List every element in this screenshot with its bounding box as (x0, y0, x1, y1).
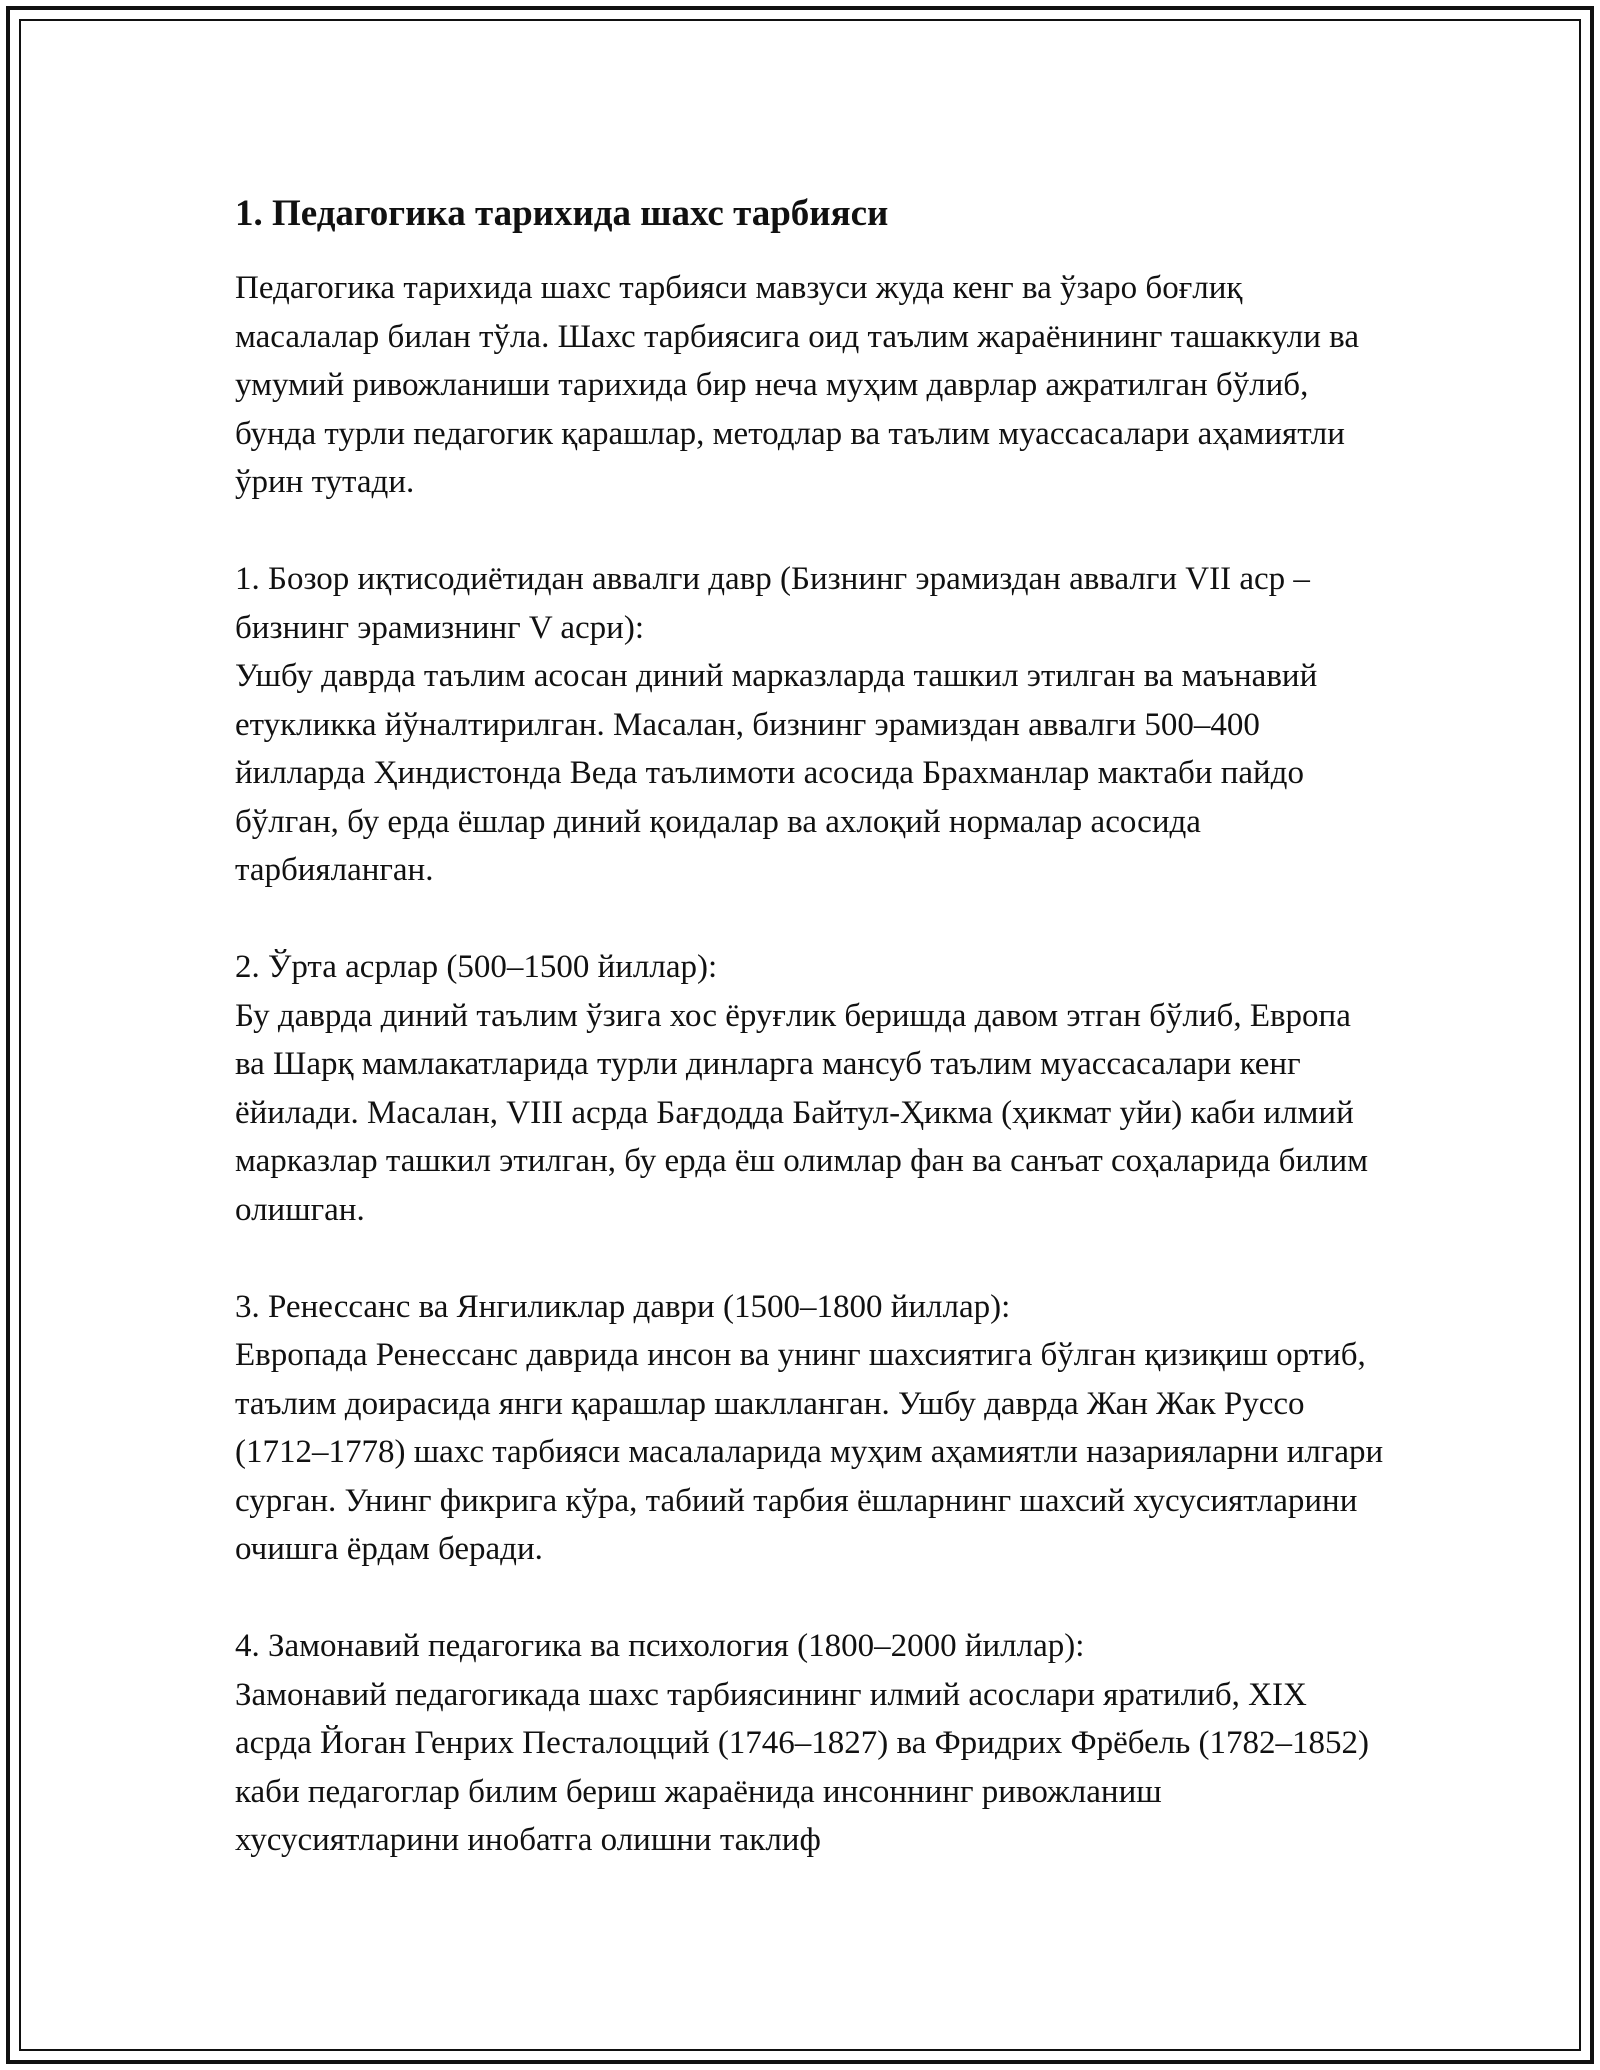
section-body: Европада Ренессанс даврида инсон ва унинг шахсиятига бўлган қизиқиш ортиб, таълим доирасида янги қарашлар шаклланган. Ушбу даврда Жан Жак Руссо (1712–1778) шахс тарбияси масалаларида муҳим аҳамиятли назарияларни илгари сурган. Унинг фикрига кўра, табиий тарбия ёшларнинг шахсий хусусиятларини очишга ёрдам беради. (235, 1337, 1384, 1567)
intro-paragraph: Педагогика тарихида шахс тарбияси мавзуси жуда кенг ва ўзаро боғлиқ масалалар билан тўла. Шахс тарбиясига оид таълим жараёнининг ташаккули ва умумий ривожланиши тарихида бир неча муҳим даврлар ажратилган бўлиб, бунда турли педагогик қарашлар, методлар ва таълим муассасалари аҳамиятли ўрин тутади. (235, 270, 1359, 500)
section-1 (235, 555, 1385, 895)
section-heading: 2. Ўрта асрлар (500–1500 йиллар): (235, 949, 718, 985)
section-body: Замонавий педагогикада шахс тарбиясининг илмий асослари яратилиб, XIX асрда Йоган Генрих Песталоцций (1746–1827) ва Фридрих Фрёбель (1782–1852) каби педагоглар билим бериш жараёнида инсоннинг ривожланиш хусусиятларини инобатга олишни таклиф (235, 1676, 1369, 1858)
section-2 (235, 943, 1385, 1234)
section-heading: 3. Ренессанс ва Янгиликлар даври (1500–1800 йиллар): (235, 1288, 1011, 1325)
section-heading: 4. Замонавий педагогика ва психология (1800–2000 йиллар): (235, 1628, 1085, 1664)
section-3 (235, 1283, 1385, 1574)
section-body: Ушбу даврда таълим асосан диний марказларда ташкил этилган ва маънавий етукликка йўналтирилган. Масалан, бизнинг эрамиздан аввалги 500–400 йилларда Ҳиндистонда Веда таълимоти асосида Брахманлар мактаби пайдо бўлган, бу ерда ёшлар диний қоидалар ва ахлоқий нормалар асосида тарбияланган. (235, 658, 1318, 888)
document-title: 1. Педагогика тарихида шахс тарбияси (235, 193, 889, 234)
section-body: Бу даврда диний таълим ўзига хос ёруғлик беришда давом этган бўлиб, Европа ва Шарқ мамлакатларида турли динларга мансуб таълим муассасалари кенг ёйилади. Масалан, VIII асрда Бағдодда Байтул-Ҳикма (ҳикмат уйи) каби илмий марказлар ташкил этилган, бу ерда ёш олимлар фан ва санъат соҳаларида билим олишган. (235, 997, 1369, 1228)
section-heading: 1. Бозор иқтисодиётидан аввалги давр (Бизнинг эрамиздан аввалги VII аср – бизнинг эрамизнинг V асри): (235, 561, 1310, 646)
document-body (235, 186, 1385, 1865)
section-4 (235, 1622, 1385, 1865)
